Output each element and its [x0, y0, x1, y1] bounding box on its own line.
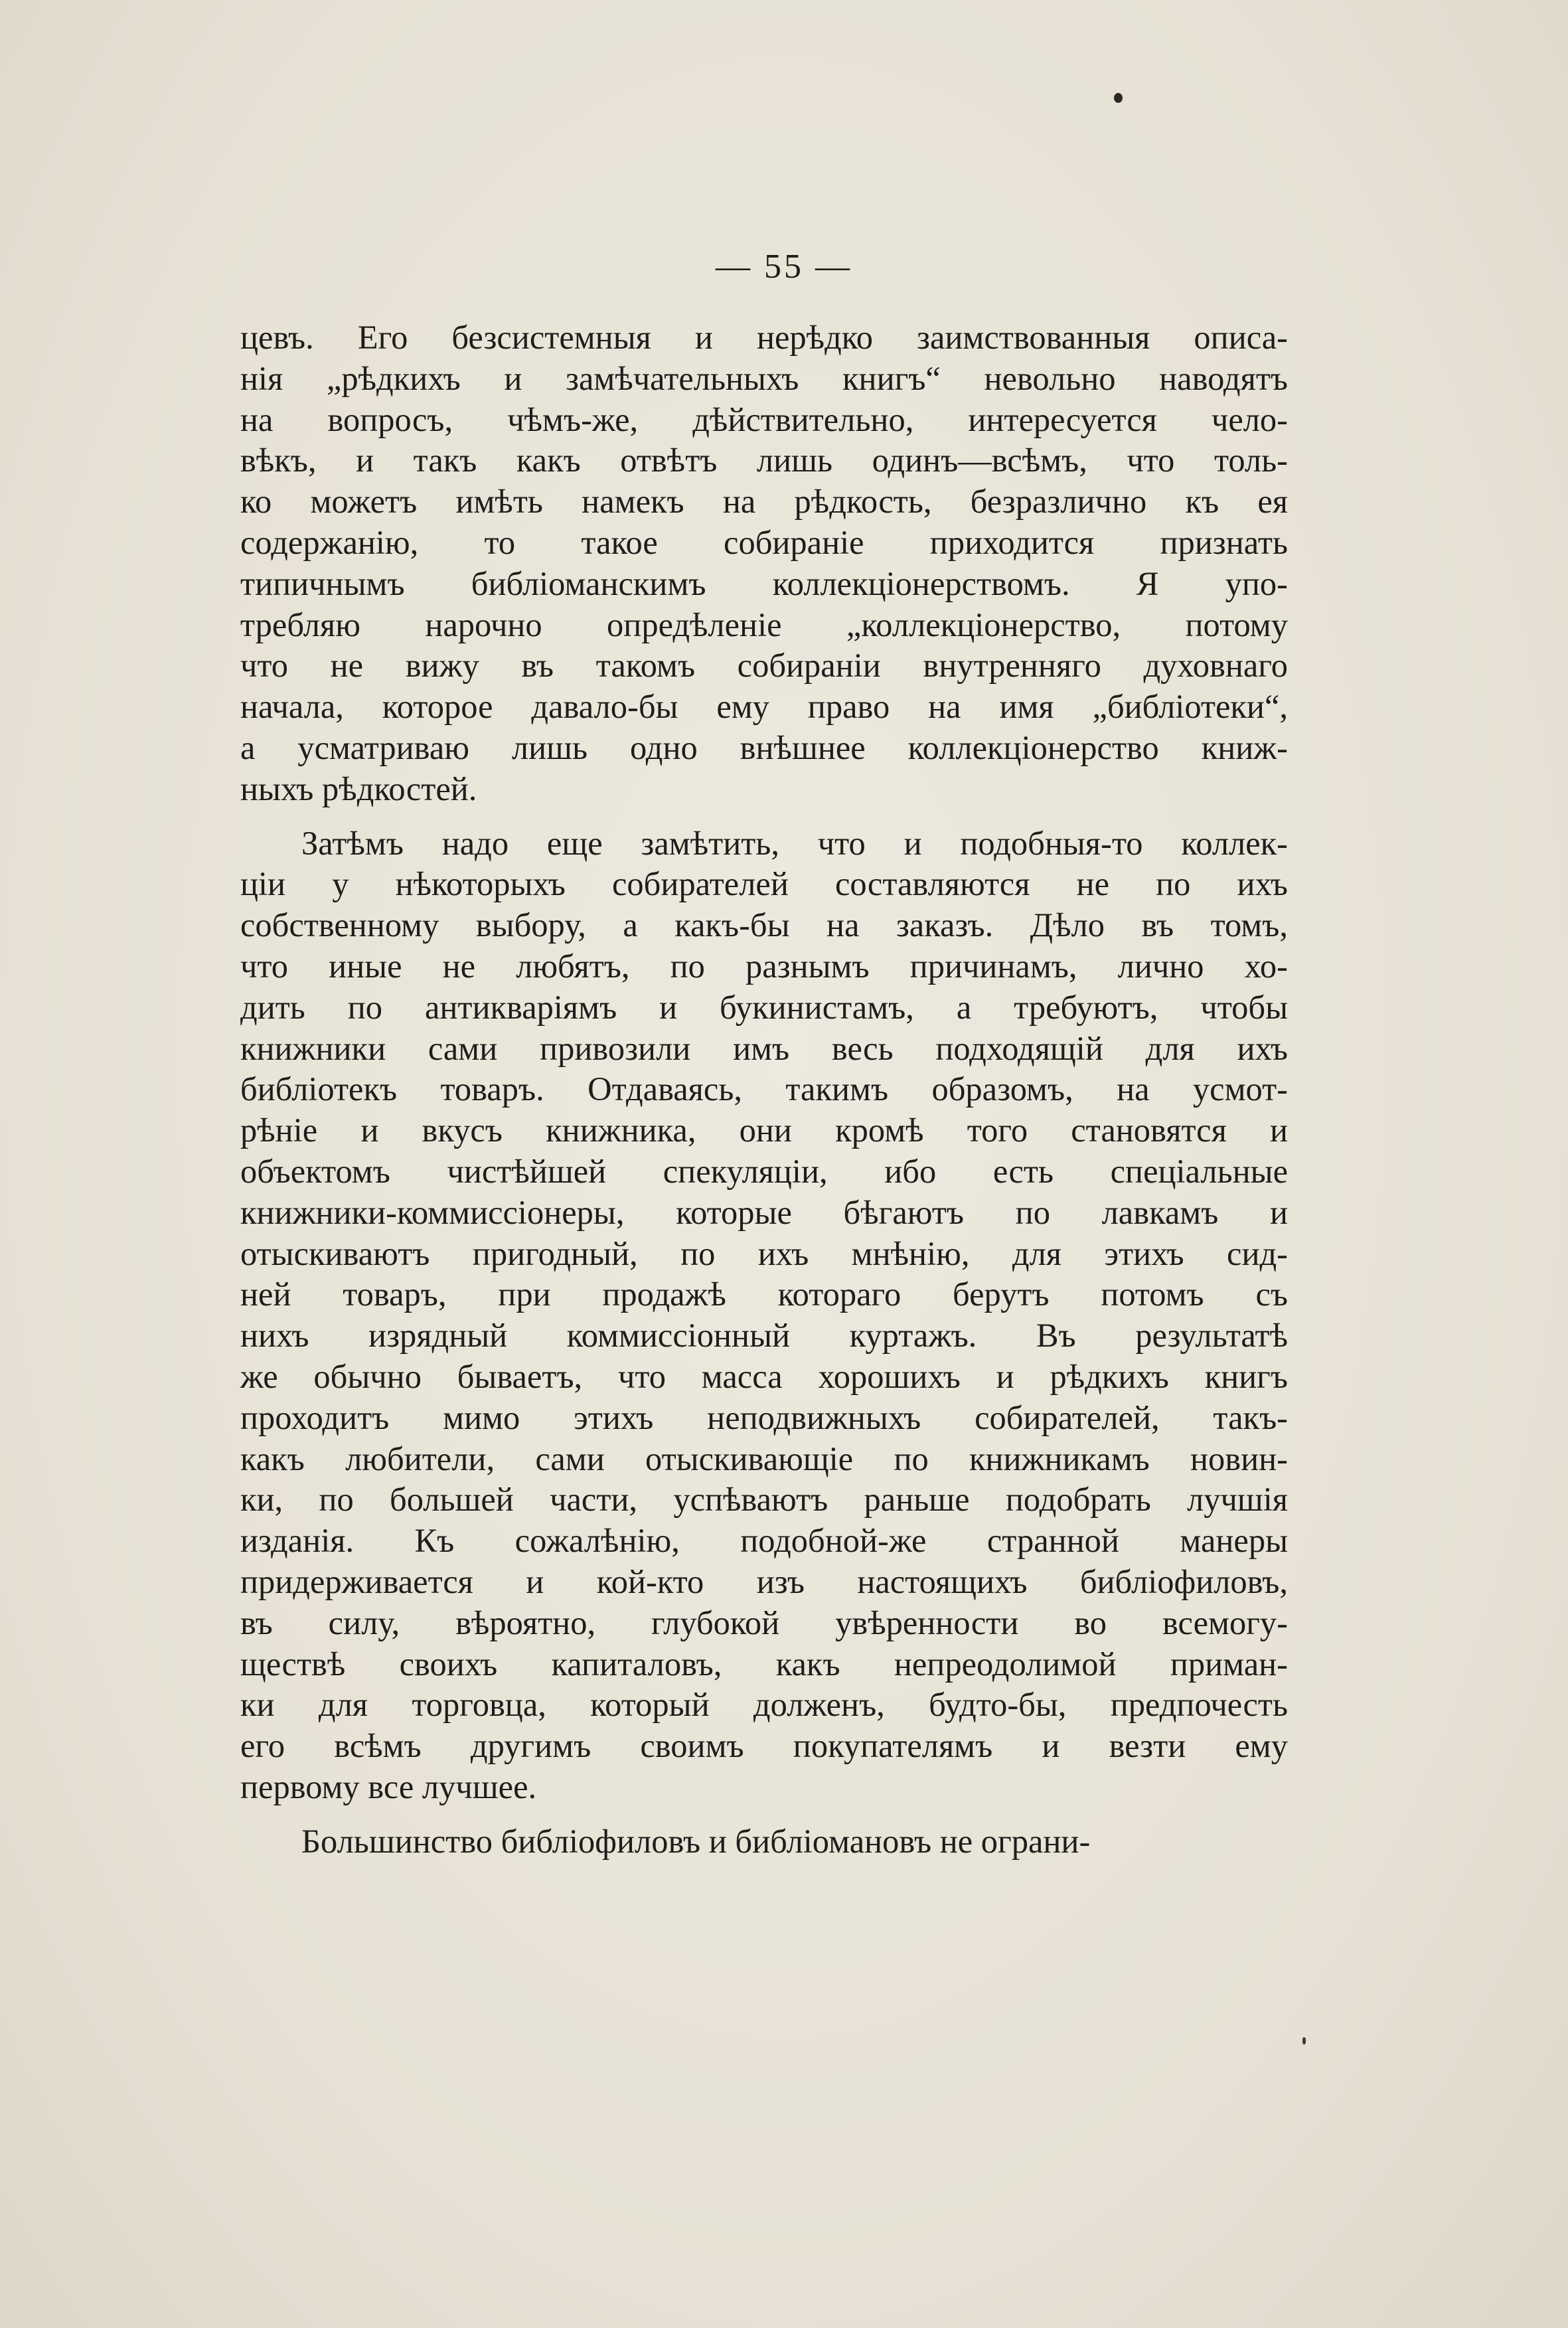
- text-line: объектомъ чистѣйшей спекуляціи, ибо есть спеціальные: [240, 1152, 1288, 1190]
- text-line: библіотекъ товаръ. Отдаваясь, такимъ образомъ, на усмот-: [240, 1070, 1288, 1108]
- text-line: ки, по большей части, успѣваютъ раньше подобрать лучшія: [240, 1481, 1288, 1519]
- text-line: дить по антикваріямъ и букинистамъ, а требуютъ, чтобы: [240, 988, 1288, 1026]
- ink-dot: [1114, 93, 1123, 103]
- text-line: требляю нарочно опредѣленіе „коллекціонерство, потому: [240, 606, 1288, 643]
- text-line: что не вижу въ такомъ собираніи внутренняго духовнаго: [240, 647, 1288, 685]
- text-line: въ силу, вѣроятно, глубокой увѣренности во всемогу-: [240, 1604, 1288, 1641]
- text-line: какъ любители, сами отыскивающіе по книжникамъ новин-: [240, 1440, 1288, 1477]
- page-number: — 55 —: [716, 248, 852, 286]
- text-line: а усматриваю лишь одно внѣшнее коллекціонерство книж-: [240, 728, 1288, 766]
- text-line: его всѣмъ другимъ своимъ покупателямъ и везти ему: [240, 1727, 1288, 1765]
- ink-speck: [1302, 2037, 1306, 2044]
- text-line: придерживается и кой-кто изъ настоящихъ библіофиловъ,: [240, 1562, 1288, 1600]
- text-line: начала, которое давало-бы ему право на имя „библіотеки“,: [240, 688, 1288, 726]
- text-line: ки для торговца, который долженъ, будто-бы, предпочесть: [240, 1686, 1288, 1724]
- text-line: ныхъ рѣдкостей.: [240, 770, 477, 807]
- text-line: ко можетъ имѣть намекъ на рѣдкость, безразлично къ ея: [240, 483, 1288, 521]
- text-line: же обычно бываетъ, что масса хорошихъ и рѣдкихъ книгъ: [240, 1357, 1288, 1395]
- text-line: цевъ. Его безсистемныя и нерѣдко заимствованныя описа-: [240, 319, 1288, 356]
- text-line: книжники сами привозили имъ весь подходящій для ихъ: [240, 1029, 1288, 1067]
- text-line: рѣніе и вкусъ книжника, они кромѣ того становятся и: [240, 1112, 1288, 1149]
- body-text: [240, 317, 1288, 1862]
- text-line: вѣкъ, и такъ какъ отвѣтъ лишь одинъ—всѣмъ, что толь-: [240, 442, 1288, 479]
- paragraph-gap: [240, 810, 1288, 823]
- text-line: Затѣмъ надо еще замѣтить, что и подобныя-то коллек-: [301, 824, 1288, 862]
- text-line: ществѣ своихъ капиталовъ, какъ непреодолимой приман-: [240, 1645, 1288, 1683]
- text-line: нихъ изрядный коммиссіонный куртажъ. Въ результатѣ: [240, 1317, 1288, 1355]
- text-line: отыскиваютъ пригодный, по ихъ мнѣнію, для этихъ сид-: [240, 1234, 1288, 1272]
- text-line: изданія. Къ сожалѣнію, подобной-же странной манеры: [240, 1522, 1288, 1560]
- paragraph-gap: [240, 1808, 1288, 1821]
- paragraph: [240, 823, 1288, 1808]
- text-line: нія „рѣдкихъ и замѣчательныхъ книгъ“ невольно наводятъ: [240, 359, 1288, 397]
- text-line: книжники-коммиссіонеры, которые бѣгаютъ по лавкамъ и: [240, 1193, 1288, 1231]
- text-line: типичнымъ библіоманскимъ коллекціонерствомъ. Я упо-: [240, 564, 1288, 602]
- text-line: собственному выбору, а какъ-бы на заказъ. Дѣло въ томъ,: [240, 906, 1288, 944]
- text-line: на вопросъ, чѣмъ-же, дѣйствительно, интересуется чело-: [240, 400, 1288, 438]
- text-line: первому все лучшее.: [240, 1768, 537, 1805]
- paragraph: [240, 1821, 1288, 1863]
- text-line: что иные не любятъ, по разнымъ причинамъ, лично хо-: [240, 947, 1288, 985]
- text-line: содержанію, то такое собираніе приходится признать: [240, 523, 1288, 561]
- text-line: проходитъ мимо этихъ неподвижныхъ собирателей, такъ-: [240, 1398, 1288, 1436]
- text-line: Большинство библіофиловъ и библіомановъ не ограни-: [301, 1822, 1091, 1860]
- paragraph: [240, 317, 1288, 810]
- text-line: ціи у нѣкоторыхъ собирателей составляются не по ихъ: [240, 865, 1288, 903]
- text-line: ней товаръ, при продажѣ котораго берутъ потомъ съ: [240, 1276, 1288, 1313]
